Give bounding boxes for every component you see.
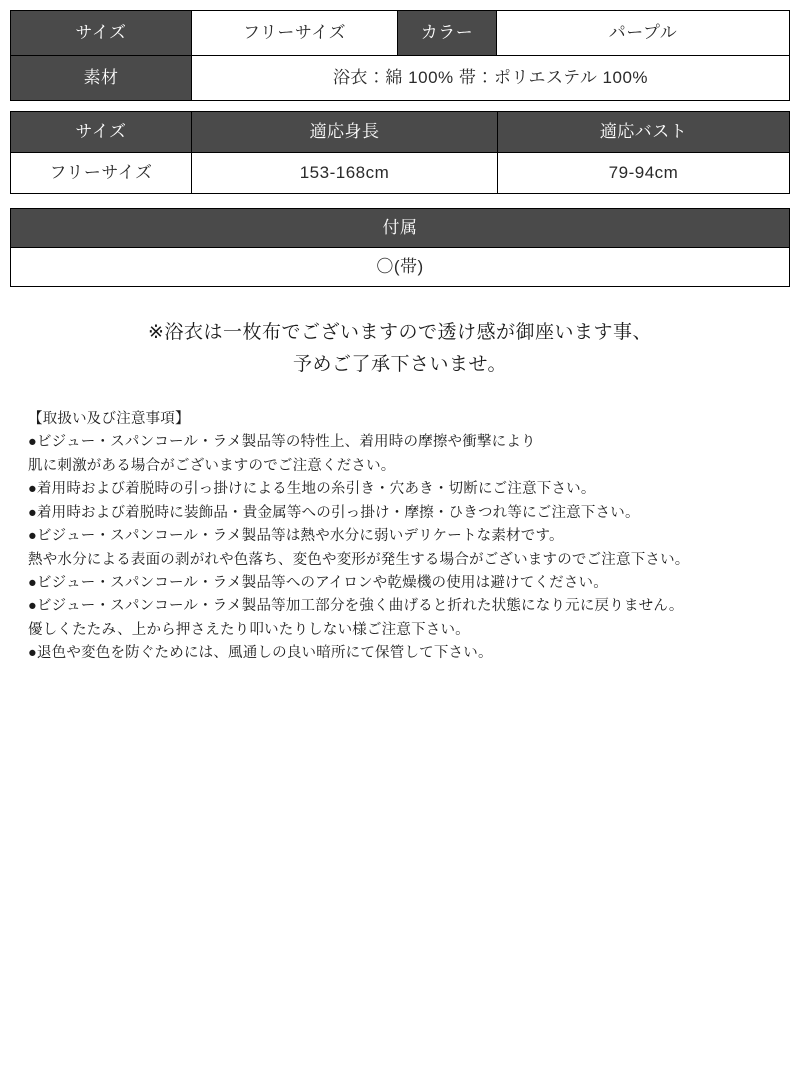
- cell-color-label: カラー: [398, 11, 497, 56]
- cell-size-label: サイズ: [11, 11, 192, 56]
- cell-material-label: 素材: [11, 56, 192, 101]
- table-header-row: [11, 112, 790, 153]
- table-row: [11, 248, 790, 287]
- care-line: ●退色や変色を防ぐためには、風通しの良い暗所にて保管して下さい。: [28, 645, 493, 662]
- accessory-value: 〇(帯): [11, 248, 790, 287]
- accessory-table: [10, 208, 790, 287]
- cell-material-value: 浴衣：綿 100% 帯：ポリエステル 100%: [192, 56, 790, 101]
- cell-size-value: フリーサイズ: [192, 11, 398, 56]
- table-row: [11, 153, 790, 194]
- care-line: 熱や水分による表面の剥がれや色落ち、変色や変形が発生する場合がございますのでご注意下さい。: [28, 551, 690, 568]
- size-table: [10, 111, 790, 194]
- table-row: [11, 56, 790, 101]
- size-col-header-bust: 適応バスト: [498, 112, 790, 153]
- size-cell-bust: 79-94cm: [498, 153, 790, 194]
- size-col-header-size: サイズ: [11, 112, 192, 153]
- care-line: 優しくたたみ、上から押さえたり叩いたりしない様ご注意下さい。: [28, 621, 470, 638]
- care-line: 肌に刺激がある場合がございますのでご注意ください。: [28, 457, 396, 474]
- product-spec-page: [0, 10, 800, 1077]
- care-instructions: [28, 408, 768, 666]
- care-line: ●ビジュー・スパンコール・ラメ製品等の特性上、着用時の摩擦や衝撃により: [28, 434, 536, 451]
- care-line: ●着用時および着脱時に装飾品・貴金属等への引っ掛け・摩擦・ひきつれ等にご注意下さい。: [28, 504, 640, 521]
- table-header-row: [11, 209, 790, 248]
- care-line: ●着用時および着脱時の引っ掛けによる生地の糸引き・穴あき・切断にご注意下さい。: [28, 481, 596, 498]
- care-line: ●ビジュー・スパンコール・ラメ製品等は熱や水分に弱いデリケートな素材です。: [28, 528, 564, 545]
- material-table: [10, 10, 790, 101]
- care-line: ●ビジュー・スパンコール・ラメ製品等へのアイロンや乾燥機の使用は避けてください。: [28, 574, 608, 591]
- size-col-header-height: 適応身長: [192, 112, 498, 153]
- size-cell-height: 153-168cm: [192, 153, 498, 194]
- size-cell-size: フリーサイズ: [11, 153, 192, 194]
- care-line: ●ビジュー・スパンコール・ラメ製品等加工部分を強く曲げると折れた状態になり元に戻りません。: [28, 598, 684, 615]
- accessory-header: 付属: [11, 209, 790, 248]
- care-title: 【取扱い及び注意事項】: [28, 410, 190, 427]
- table-row: [11, 11, 790, 56]
- notice-line-1: ※浴衣は一枚布でございますので透け感が御座います事、: [148, 322, 652, 343]
- transparency-notice: [50, 317, 750, 382]
- notice-line-2: 予めご了承下さいませ。: [293, 354, 507, 376]
- cell-color-value: パープル: [497, 11, 790, 56]
